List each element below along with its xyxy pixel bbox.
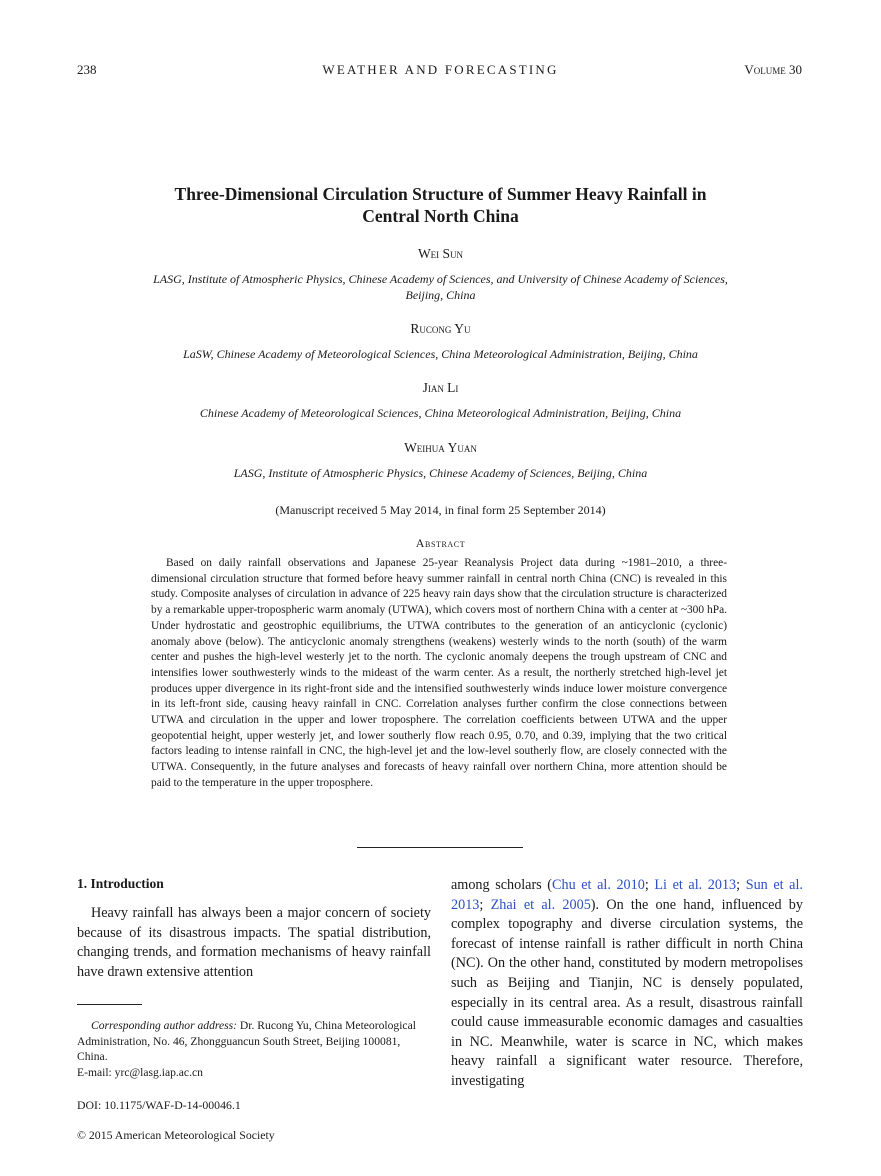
citation-link[interactable]: Li et al. 2013 <box>654 877 737 893</box>
footnote-label: Corresponding author address: <box>91 1019 238 1032</box>
corresponding-author-footnote <box>77 1018 431 1080</box>
author-affiliation: LASG, Institute of Atmospheric Physics, Chinese Academy of Sciences, Beijing, China <box>233 466 648 480</box>
intro-text: ). On the one hand, influenced by complex topography and diverse circulation systems, the forecast of intense rainfall is rather difficult in north China (NC). On the other hand, constituted by modern metropolises such as Beijing and Tianjin, NC is densely populated, especially in its central area. As a result, disastrous rainfall could cause immeasurable economic damages and casualties in NC. Meanwhile, water is scarce in NC, which makes heavy rainfall a significant water resource. Therefore, investigating <box>451 896 803 1089</box>
abstract-text: Based on daily rainfall observations and Japanese 25-year Reanalysis Project data during ~1981–2010, a three-dimensional circulation structure that formed before heavy summer rainfall in central north China (CNC) is revealed in this study. Composite analyses of circulation in advance of 225 heavy rain days show that the circulation structure is characterized by a remarkable upper-tropospheric warm anomaly (UTWA), which covers most of northern China with a center at ~300 hPa. Under hydrostatic and geostrophic equilibriums, the UTWA contributes to the generation of an anticyclonic (cyclonic) anomaly above (below). The anticyclonic anomaly strengthens (weakens) westerly winds to the north (south) of the warm center and pushes the high-level westerly jet to the north. The cyclonic anomaly deepens the trough upstream of CNC and intensifies lower southwesterly winds to the mideast of the warm center. As a result, the northerly stretched high-level jet produces upper divergence in its right-front side and the intensified southwesterly winds induce lower moisture convergence in its left-front side, causing heavy rainfall in CNC. Correlation analyses further confirm the close connections between UTWA and circulation in the upper and lower troposphere. The correlation coefficients between UTWA and the upper geopotential height, upper westerly jet, and lower southerly flow reach 0.95, 0.70, and 0.39, implying that the two critical factors leading to intense rainfall in CNC, the high-level jet and the low-level southerly flow, are closely connected with the UTWA. Consequently, in the future analyses and forecasts of heavy rainfall over northern China, more attention should be paid to the temperature in the upper troposphere. <box>151 557 727 789</box>
author-affiliation: LASG, Institute of Atmospheric Physics, Chinese Academy of Sciences, and University of Chinese Academy of Sciences, Beijing, China <box>153 272 728 302</box>
author-name: Wei Sun <box>417 246 464 261</box>
section-separator <box>357 847 523 848</box>
intro-paragraph-col1: Heavy rainfall has always been a major concern of society because of its disastrous impacts. The spatial distribution, changing trends, and formation mechanisms of heavy rainfall have drawn extensive attention <box>77 905 431 980</box>
copyright: © 2015 American Meteorological Society <box>77 1128 275 1142</box>
intro-paragraph-col2: among scholars (Chu et al. 2010; Li et al. 2013; Sun et al. 2013; Zhai et al. 2005). On the one hand, influenced by complex topography and diverse circulation systems, the forecast of intense rainfall is rather difficult in north China (NC). On the other hand, constituted by modern metropolises such as Beijing and Tianjin, NC is densely populated, especially in its central area. As a result, disastrous rainfall could cause immeasurable economic damages and casualties in NC. Meanwhile, water is scarce in NC, which makes heavy rainfall a significant water resource. Therefore, investigating <box>451 877 803 1089</box>
citation-link[interactable]: Chu et al. 2010 <box>552 877 645 893</box>
page-number: 238 <box>77 62 97 77</box>
author-affiliation: Chinese Academy of Meteorological Sciences, China Meteorological Administration, Beijing, China <box>199 406 682 420</box>
abstract-heading: Abstract <box>415 536 466 550</box>
volume-label: Volume 30 <box>744 62 802 77</box>
footnote-address: Dr. Rucong Yu, China Meteorological Administration, No. 46, Zhongguancun South Street, Beijing 100081, China. <box>77 1019 416 1064</box>
doi: DOI: 10.1175/WAF-D-14-00046.1 <box>77 1098 241 1112</box>
author-affiliation: LaSW, Chinese Academy of Meteorological Sciences, China Meteorological Administration, Beijing, China <box>183 347 698 361</box>
citation-link[interactable]: Sun et al. 2013 <box>451 877 803 913</box>
footnote-rule <box>77 1004 142 1005</box>
title-line-1: Three-Dimensional Circulation Structure of Summer Heavy Rainfall in <box>174 184 707 204</box>
journal-name: WEATHER AND FORECASTING <box>322 62 559 77</box>
title-line-2: Central North China <box>362 206 519 226</box>
author-name: Weihua Yuan <box>404 440 477 455</box>
citation-link[interactable]: Zhai et al. 2005 <box>490 896 591 913</box>
manuscript-dates: (Manuscript received 5 May 2014, in final form 25 September 2014) <box>275 503 606 517</box>
paper-title <box>100 183 781 227</box>
intro-text: among scholars ( <box>451 877 553 893</box>
footnote-email: E-mail: yrc@lasg.iap.ac.cn <box>77 1065 203 1079</box>
author-name: Rucong Yu <box>410 321 471 336</box>
author-name: Jian Li <box>422 380 459 395</box>
section-heading: 1. Introduction <box>77 876 164 891</box>
